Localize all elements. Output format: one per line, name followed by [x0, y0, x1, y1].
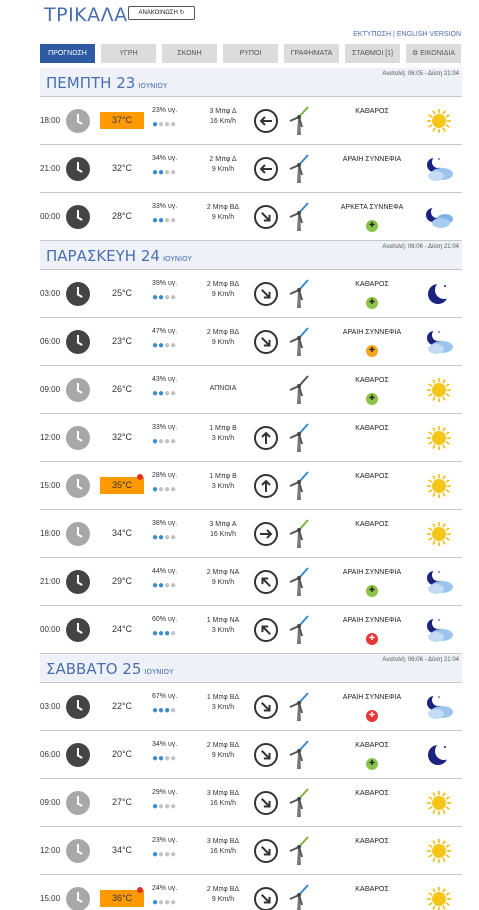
- wind-turbine-icon: [288, 614, 310, 644]
- weather-sun-icon: [424, 789, 454, 817]
- humidity: 67% υγ.: [152, 693, 178, 700]
- uv-indicator-icon: ✚: [366, 758, 378, 770]
- wind-direction-icon: [254, 330, 278, 354]
- wind-turbine-icon: [288, 787, 310, 817]
- forecast-time: 03:00: [40, 702, 61, 711]
- temperature: [100, 525, 144, 542]
- forecast-row: [40, 145, 462, 193]
- wind-force: 1 Μπφ ΒΔ: [206, 694, 240, 701]
- sky-condition: ΚΑΘΑΡΟΣ: [355, 281, 389, 288]
- humidity-drops-icon: ●●●●: [152, 292, 177, 303]
- temperature-value: 23°C: [111, 336, 133, 346]
- temperature-value: 37°C: [111, 115, 133, 125]
- tab-dust[interactable]: ΣΚΟΝΗ: [162, 44, 217, 63]
- wind-turbine-icon: [288, 566, 310, 596]
- forecast-time: 06:00: [40, 750, 61, 759]
- wind-info: [200, 568, 246, 588]
- humidity: 60% υγ.: [152, 616, 178, 623]
- temperature-value: 22°C: [111, 701, 133, 711]
- wind-speed: 9 Km/h: [211, 579, 235, 586]
- clock-icon: [66, 474, 90, 498]
- temperature: [100, 746, 144, 763]
- sky-condition: ΚΑΘΑΡΟΣ: [355, 886, 389, 893]
- wind-info: [200, 384, 246, 394]
- english-version-link[interactable]: ENGLISH VERSION: [396, 31, 461, 38]
- wind-speed: 16 Km/h: [209, 118, 237, 125]
- sky-condition: ΚΑΘΑΡΟΣ: [355, 473, 389, 480]
- forecast-time: 03:00: [40, 289, 61, 298]
- sky-condition: ΚΑΘΑΡΟΣ: [355, 108, 389, 115]
- weather-moon-cloud-icon: [424, 616, 454, 644]
- temperature: [100, 842, 144, 859]
- clock-icon: [66, 426, 90, 450]
- forecast-row: [40, 731, 462, 779]
- wind-info: [200, 693, 246, 713]
- forecast-row: [40, 875, 462, 910]
- forecast-row: [40, 97, 462, 145]
- wind-turbine-icon: [288, 691, 310, 721]
- wind-info: [200, 520, 246, 540]
- clock-icon: [66, 157, 90, 181]
- wind-speed: 3 Km/h: [211, 704, 235, 711]
- wind-speed: 3 Km/h: [211, 627, 235, 634]
- tab-bar: [40, 44, 461, 63]
- forecast-time: 06:00: [40, 337, 61, 346]
- sky-condition: ΑΡΑΙΗ ΣΥΝΝΕΦΙΑ: [342, 617, 402, 624]
- temperature-value: 34°C: [111, 845, 133, 855]
- clock-icon: [66, 378, 90, 402]
- wind-info: [200, 885, 246, 905]
- temperature: [100, 112, 144, 129]
- forecast-row: [40, 193, 462, 241]
- wind-force: 2 Μπφ ΒΔ: [206, 329, 240, 336]
- wind-info: [200, 741, 246, 761]
- clock-icon: [66, 522, 90, 546]
- day-name: ΣΑΒΒΑΤΟ 25 ΙΟΥΝΙΟΥ: [46, 660, 174, 678]
- forecast-time: 18:00: [40, 116, 61, 125]
- wind-direction-icon: [254, 522, 278, 546]
- forecast-row: [40, 827, 462, 875]
- wind-force: 2 Μπφ ΒΔ: [206, 281, 240, 288]
- wind-force: 2 Μπφ ΒΔ: [206, 204, 240, 211]
- humidity: 23% υγ.: [152, 107, 178, 114]
- wind-direction-icon: [254, 157, 278, 181]
- forecast-time: 21:00: [40, 164, 61, 173]
- humidity-drops-icon: ●●●●: [152, 532, 177, 543]
- city-title: ΤΡΙΚΑΛΑ: [44, 4, 128, 26]
- wind-speed: 9 Km/h: [211, 166, 235, 173]
- wind-turbine-icon: [288, 422, 310, 452]
- weather-moon-cloud-icon: [424, 328, 454, 356]
- wind-force: 1 Μπφ Β: [209, 473, 237, 480]
- wind-speed: 3 Km/h: [211, 483, 235, 490]
- temperature-value: 24°C: [111, 624, 133, 634]
- sky-condition: ΑΡΑΙΗ ΣΥΝΝΕΦΙΑ: [342, 694, 402, 701]
- uv-indicator-icon: ✚: [366, 585, 378, 597]
- temperature-value: 26°C: [111, 384, 133, 394]
- wind-speed: 9 Km/h: [211, 896, 235, 903]
- humidity-drops-icon: ●●●●: [152, 580, 177, 591]
- wind-force: 3 Μπφ Δ: [209, 108, 237, 115]
- forecast-time: 00:00: [40, 625, 61, 634]
- weather-moon-clouds-icon: [424, 203, 454, 231]
- day-month: ΙΟΥΝΙΟΥ: [144, 668, 174, 676]
- wind-direction-icon: [254, 618, 278, 642]
- wind-force: 1 Μπφ ΝΑ: [206, 617, 240, 624]
- temperature: [100, 890, 144, 907]
- temperature: [100, 429, 144, 446]
- day-month: ΙΟΥΝΙΟΥ: [162, 255, 192, 263]
- wind-direction-icon: [254, 205, 278, 229]
- wind-turbine-icon: [288, 835, 310, 865]
- wind-direction-icon: [254, 791, 278, 815]
- heat-alert-icon: [137, 474, 143, 480]
- temperature: [100, 794, 144, 811]
- forecast-row: [40, 462, 462, 510]
- forecast-time: 09:00: [40, 798, 61, 807]
- weather-moon-cloud-icon: [424, 155, 454, 183]
- temperature-value: 20°C: [111, 749, 133, 759]
- sky-condition: ΚΑΘΑΡΟΣ: [355, 425, 389, 432]
- clock-icon: [66, 109, 90, 133]
- clock-icon: [66, 791, 90, 815]
- humidity-drops-icon: ●●●●: [152, 167, 177, 178]
- clock-icon: [66, 330, 90, 354]
- temperature-value: 25°C: [111, 288, 133, 298]
- wind-turbine-icon: [288, 883, 310, 910]
- weather-sun-icon: [424, 424, 454, 452]
- wind-speed: 3 Km/h: [211, 435, 235, 442]
- wind-force: 3 Μπφ ΒΔ: [206, 790, 240, 797]
- tab-stations[interactable]: ΣΤΑΘΜΟΙ [1]: [345, 44, 400, 63]
- wind-speed: 9 Km/h: [211, 291, 235, 298]
- wind-force: 3 Μπφ Α: [209, 521, 237, 528]
- forecast-time: 12:00: [40, 433, 61, 442]
- temperature: [100, 285, 144, 302]
- wind-info: [200, 472, 246, 492]
- tab-icons[interactable]: ⚙ ΕΙΚΟΝΙΔΙΑ: [406, 44, 461, 63]
- humidity: 29% υγ.: [152, 789, 178, 796]
- wind-info: [200, 616, 246, 636]
- humidity-drops-icon: ●●●●: [152, 484, 177, 495]
- day-month: ΙΟΥΝΙΟΥ: [138, 82, 168, 90]
- print-link[interactable]: ΕΚΤΥΠΩΣΗ: [353, 31, 392, 38]
- temperature-value: 36°C: [111, 893, 133, 903]
- humidity: 47% υγ.: [152, 328, 178, 335]
- wind-direction-icon: [254, 109, 278, 133]
- wind-direction-icon: [254, 570, 278, 594]
- wind-info: [200, 789, 246, 809]
- wind-speed: 16 Km/h: [209, 800, 237, 807]
- temperature: [100, 573, 144, 590]
- wind-force: 3 Μπφ ΒΔ: [206, 838, 240, 845]
- forecast-row: [40, 510, 462, 558]
- sky-condition: ΚΑΘΑΡΟΣ: [355, 521, 389, 528]
- weather-sun-icon: [424, 376, 454, 404]
- wind-info: [200, 203, 246, 223]
- sky-condition: ΑΡΑΙΗ ΣΥΝΝΕΦΙΑ: [342, 569, 402, 576]
- wind-turbine-icon: [288, 518, 310, 548]
- tab-prognosis[interactable]: ΠΡΟΓΝΩΣΗ: [40, 44, 95, 63]
- humidity: 43% υγ.: [152, 376, 178, 383]
- wind-info: [200, 837, 246, 857]
- temperature-value: 34°C: [111, 528, 133, 538]
- temperature: [100, 698, 144, 715]
- forecast-row: [40, 318, 462, 366]
- humidity: 28% υγ.: [152, 472, 178, 479]
- wind-turbine-icon: [288, 374, 310, 404]
- tab-charts[interactable]: ΓΡΑΦΗΜΑΤΑ: [284, 44, 339, 63]
- humidity-drops-icon: ●●●●: [152, 753, 177, 764]
- temperature-value: 32°C: [111, 432, 133, 442]
- humidity: 24% υγ.: [152, 885, 178, 892]
- clock-icon: [66, 743, 90, 767]
- wind-info: [200, 155, 246, 175]
- wind-turbine-icon: [288, 470, 310, 500]
- wind-direction-icon: [254, 474, 278, 498]
- temperature: [100, 381, 144, 398]
- weather-sun-icon: [424, 520, 454, 548]
- sunrise-sunset: Ανατολή: 06:05 - Δύση 21:04: [382, 71, 459, 77]
- humidity-drops-icon: ●●●●: [152, 388, 177, 399]
- wind-speed: 9 Km/h: [211, 214, 235, 221]
- forecast-row: [40, 558, 462, 606]
- wind-force: 2 Μπφ ΒΔ: [206, 742, 240, 749]
- clock-icon: [66, 618, 90, 642]
- clock-icon: [66, 887, 90, 910]
- clock-icon: [66, 839, 90, 863]
- day-name: ΠΕΜΠΤΗ 23 ΙΟΥΝΙΟΥ: [46, 74, 168, 92]
- temperature-value: 35°C: [111, 480, 133, 490]
- weather-moon-icon: [424, 741, 454, 769]
- forecast-time: 21:00: [40, 577, 61, 586]
- wind-force: 2 Μπφ ΒΔ: [206, 886, 240, 893]
- forecast-row: [40, 606, 462, 654]
- wind-info: [200, 107, 246, 127]
- clock-icon: [66, 570, 90, 594]
- wind-info: [200, 328, 246, 348]
- weather-moon-icon: [424, 280, 454, 308]
- weather-sun-icon: [424, 472, 454, 500]
- temperature-value: 32°C: [111, 163, 133, 173]
- humidity-drops-icon: ●●●●: [152, 897, 177, 908]
- temperature: [100, 208, 144, 225]
- sky-condition: ΑΡΚΕΤΑ ΣΥΝΝΕΦΑ: [340, 204, 404, 211]
- wind-turbine-icon: [288, 201, 310, 231]
- sky-condition: ΚΑΘΑΡΟΣ: [355, 790, 389, 797]
- weather-moon-cloud-icon: [424, 568, 454, 596]
- temperature: [100, 477, 144, 494]
- link-separator: |: [391, 31, 397, 38]
- wind-direction-icon: [254, 695, 278, 719]
- wind-direction-icon: [254, 426, 278, 450]
- sky-condition: ΚΑΘΑΡΟΣ: [355, 742, 389, 749]
- forecast-time: 15:00: [40, 481, 61, 490]
- wind-speed: 16 Km/h: [209, 531, 237, 538]
- humidity: 33% υγ.: [152, 424, 178, 431]
- forecast-row: [40, 270, 462, 318]
- forecast-row: [40, 414, 462, 462]
- wind-direction-icon: [254, 743, 278, 767]
- forecast-row: [40, 683, 462, 731]
- humidity: 39% υγ.: [152, 280, 178, 287]
- uv-indicator-icon: ✚: [366, 297, 378, 309]
- wind-force: 2 Μπφ ΝΑ: [206, 569, 240, 576]
- wind-turbine-icon: [288, 326, 310, 356]
- weather-sun-icon: [424, 107, 454, 135]
- temperature: [100, 621, 144, 638]
- weather-moon-cloud-icon: [424, 693, 454, 721]
- wind-turbine-icon: [288, 278, 310, 308]
- humidity-drops-icon: ●●●●: [152, 849, 177, 860]
- forecast-time: 12:00: [40, 846, 61, 855]
- day-header: [40, 241, 462, 270]
- wind-turbine-icon: [288, 105, 310, 135]
- temperature-value: 29°C: [111, 576, 133, 586]
- clock-icon: [66, 695, 90, 719]
- wind-direction-icon: [254, 282, 278, 306]
- wind-force: ΑΠΝΟΙΑ: [209, 385, 237, 392]
- humidity-drops-icon: ●●●●: [152, 436, 177, 447]
- day-name: ΠΑΡΑΣΚΕΥΗ 24 ΙΟΥΝΙΟΥ: [46, 247, 192, 265]
- top-links: [353, 31, 461, 38]
- wind-force: 1 Μπφ Β: [209, 425, 237, 432]
- clock-icon: [66, 282, 90, 306]
- forecast-row: [40, 366, 462, 414]
- sunrise-sunset: Ανατολή: 06:06 - Δύση 21:04: [382, 657, 459, 663]
- weather-sun-icon: [424, 885, 454, 910]
- wind-speed: 9 Km/h: [211, 339, 235, 346]
- humidity-drops-icon: ●●●●: [152, 119, 177, 130]
- humidity: 34% υγ.: [152, 741, 178, 748]
- weather-sun-icon: [424, 837, 454, 865]
- wind-turbine-icon: [288, 153, 310, 183]
- temperature: [100, 160, 144, 177]
- day-header: [40, 654, 462, 683]
- humidity: 44% υγ.: [152, 568, 178, 575]
- humidity-drops-icon: ●●●●: [152, 705, 177, 716]
- heat-alert-icon: [137, 887, 143, 893]
- temperature: [100, 333, 144, 350]
- uv-indicator-icon: ✚: [366, 633, 378, 645]
- forecast-time: 09:00: [40, 385, 61, 394]
- forecast-row: [40, 779, 462, 827]
- wind-speed: 16 Km/h: [209, 848, 237, 855]
- uv-indicator-icon: ✚: [366, 345, 378, 357]
- humidity: 23% υγ.: [152, 837, 178, 844]
- wind-turbine-icon: [288, 739, 310, 769]
- forecast-time: 15:00: [40, 894, 61, 903]
- tab-wet[interactable]: ΥΓΡΗ: [101, 44, 156, 63]
- tab-pollutants[interactable]: ΡΥΠΟΙ: [223, 44, 278, 63]
- wind-force: 2 Μπφ Δ: [209, 156, 237, 163]
- temperature-value: 28°C: [111, 211, 133, 221]
- humidity-drops-icon: ●●●●: [152, 801, 177, 812]
- wind-direction-icon: [254, 839, 278, 863]
- uv-indicator-icon: ✚: [366, 220, 378, 232]
- sky-condition: ΚΑΘΑΡΟΣ: [355, 838, 389, 845]
- forecast-time: 00:00: [40, 212, 61, 221]
- humidity: 33% υγ.: [152, 203, 178, 210]
- sky-condition: ΚΑΘΑΡΟΣ: [355, 377, 389, 384]
- wind-direction-icon: [254, 887, 278, 910]
- wind-info: [200, 424, 246, 444]
- wind-speed: 9 Km/h: [211, 752, 235, 759]
- sunrise-sunset: Ανατολή: 06:06 - Δύση 21:04: [382, 244, 459, 250]
- sky-condition: ΑΡΑΙΗ ΣΥΝΝΕΦΙΑ: [342, 329, 402, 336]
- clock-icon: [66, 205, 90, 229]
- announcement-button[interactable]: ΑΝΑΚΟΙΝΩΣΗ ↻: [128, 6, 195, 20]
- humidity-drops-icon: ●●●●: [152, 340, 177, 351]
- forecast-time: 18:00: [40, 529, 61, 538]
- uv-indicator-icon: ✚: [366, 393, 378, 405]
- humidity-drops-icon: ●●●●: [152, 215, 177, 226]
- temperature-value: 27°C: [111, 797, 133, 807]
- humidity: 34% υγ.: [152, 155, 178, 162]
- humidity: 38% υγ.: [152, 520, 178, 527]
- uv-indicator-icon: ✚: [366, 710, 378, 722]
- wind-info: [200, 280, 246, 300]
- humidity-drops-icon: ●●●●: [152, 628, 177, 639]
- sky-condition: ΑΡΑΙΗ ΣΥΝΝΕΦΙΑ: [342, 156, 402, 163]
- day-header: [40, 68, 462, 97]
